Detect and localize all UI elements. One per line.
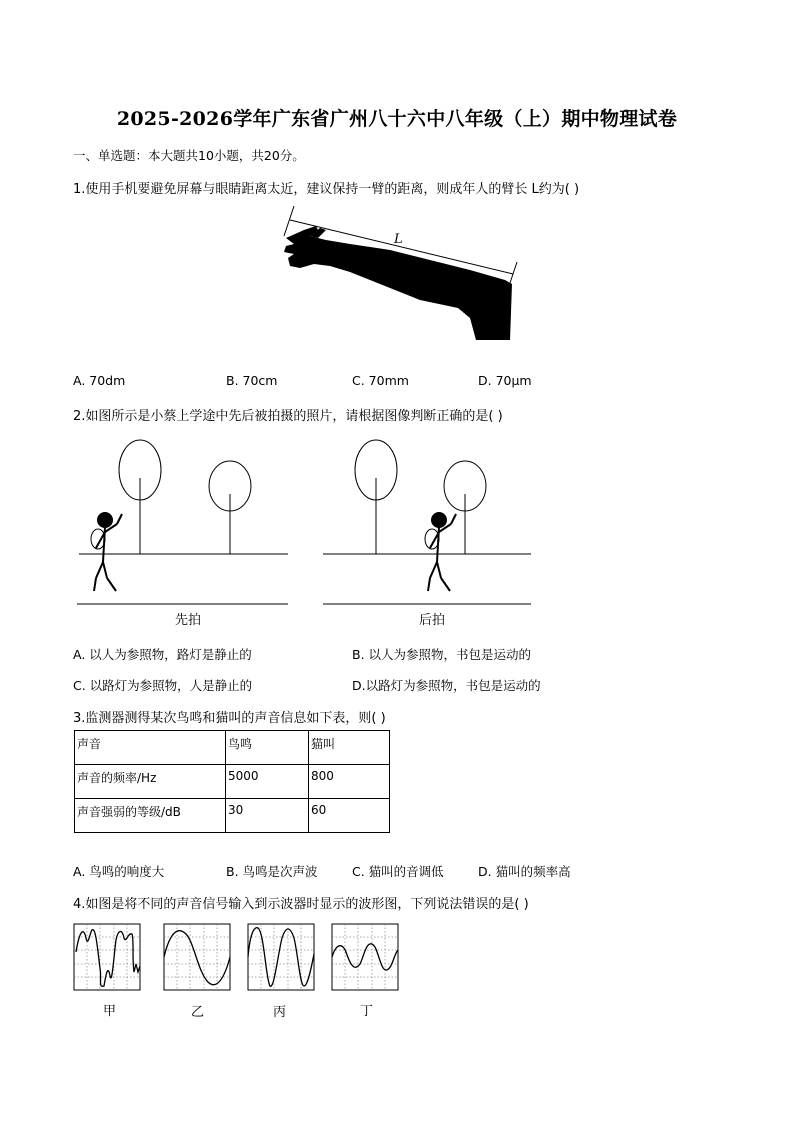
table-row — [75, 799, 390, 833]
student-figure — [91, 513, 122, 591]
question-2-text: 2.如图所示是小蔡上学途中先后被拍摄的照片，请根据图像判断正确的是( ) — [73, 409, 503, 424]
waveform-label-yi: 乙 — [191, 1005, 205, 1020]
q1-option-c[interactable]: C. 70mm — [352, 373, 409, 388]
q2-option-c[interactable]: C. 以路灯为参照物，人是静止的 — [73, 678, 253, 693]
waveform-bing — [248, 924, 314, 990]
waveform-jia — [74, 924, 140, 990]
waveform-label-jia: 甲 — [103, 1004, 117, 1019]
q2-option-a[interactable]: A. 以人为参照物，路灯是静止的 — [73, 647, 252, 662]
q3-option-d[interactable]: D. 猫叫的频率高 — [478, 864, 571, 879]
q3-option-a[interactable]: A. 鸟鸣的响度大 — [73, 864, 165, 879]
oscilloscope-waveforms — [73, 923, 403, 995]
photo-caption-before: 先拍 — [175, 613, 202, 628]
table-cell: 800 — [309, 765, 390, 799]
photo-after — [320, 436, 536, 608]
q1-option-a[interactable]: A. 70dm — [73, 373, 126, 388]
q1-option-d[interactable]: D. 70μm — [478, 373, 532, 388]
table-cell: 5000 — [226, 765, 309, 799]
page-title: 2025-2026学年广东省广州八十六中八年级（上）期中物理试卷 — [116, 108, 678, 130]
q2-option-d[interactable]: D.以路灯为参照物，书包是运动的 — [352, 678, 541, 693]
table-row — [75, 765, 390, 799]
question-1-text: 1.使用手机要避免屏幕与眼睛距离太近，建议保持一臂的距离，则成年人的臂长 L约为( ) — [73, 182, 580, 197]
photo-before — [74, 436, 290, 608]
sound-data-table — [74, 730, 390, 833]
q2-option-b[interactable]: B. 以人为参照物，书包是运动的 — [352, 647, 532, 662]
table-cell: 鸟鸣 — [226, 731, 309, 765]
q3-option-b[interactable]: B. 鸟鸣是次声波 — [226, 864, 318, 879]
table-cell: 声音 — [75, 731, 226, 765]
waveform-ding — [332, 924, 398, 990]
section-heading: 一、单选题：本大题共10小题，共20分。 — [73, 148, 305, 163]
student-figure — [425, 513, 456, 591]
q1-option-b[interactable]: B. 70cm — [226, 373, 278, 388]
arm-figure — [280, 200, 520, 342]
waveform-label-bing: 丙 — [273, 1005, 287, 1020]
waveform-yi — [164, 924, 230, 990]
q3-option-c[interactable]: C. 猫叫的音调低 — [352, 864, 444, 879]
question-3-text: 3.监测器测得某次鸟鸣和猫叫的声音信息如下表，则( ) — [73, 711, 386, 726]
table-cell: 声音强弱的等级/dB — [75, 799, 226, 833]
waveform-label-ding: 丁 — [360, 1004, 374, 1019]
arm-length-label: L — [394, 232, 403, 247]
table-cell: 声音的频率/Hz — [75, 765, 226, 799]
table-row — [75, 731, 390, 765]
photo-caption-after: 后拍 — [419, 613, 446, 628]
table-cell: 60 — [309, 799, 390, 833]
question-4-text: 4.如图是将不同的声音信号输入到示波器时显示的波形图，下列说法错误的是( ) — [73, 897, 529, 912]
table-cell: 30 — [226, 799, 309, 833]
table-cell: 猫叫 — [309, 731, 390, 765]
